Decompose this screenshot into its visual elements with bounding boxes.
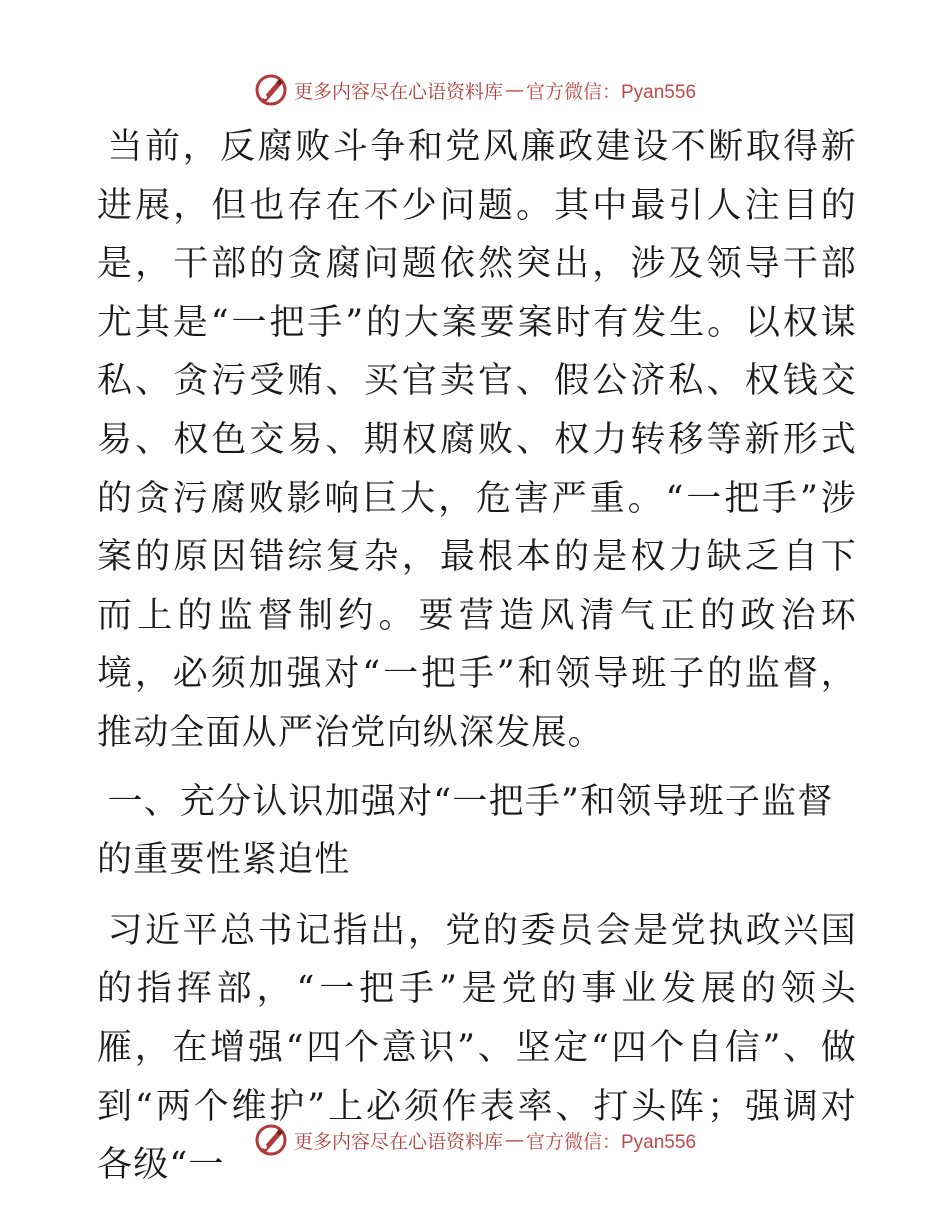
paragraph-intro: 当前，反腐败斗争和党风廉政建设不断取得新进展，但也存在不少问题。其中最引人注目的是，干部的贪腐问题依然突出，涉及领导干部尤其是“一把手”的大案要案时有发生。以权谋私、贪污受贿、买官卖官、假公济私、权钱交易、权色交易、期权腐败、权力转移等新形式的贪污腐败影响巨大，危害严重。“一把手”涉案的原因错综复杂，最根本的是权力缺乏自下而上的监督制约。要营造风清气正的政治环境，必须加强对“一把手”和领导班子的监督，推动全面从严治党向纵深发展。 bbox=[97, 127, 857, 753]
watermark-separator: — bbox=[505, 1129, 524, 1151]
header-watermark bbox=[0, 70, 950, 110]
paragraph-section-1: 习近平总书记指出，党的委员会是党执政兴国的指挥部，“一把手”是党的事业发展的领头雁，在增强“四个意识”、坚定“四个自信”、做到“两个维护”上必须作表率、打头阵；强调对各级“一 bbox=[97, 910, 857, 1186]
watermark-separator: — bbox=[505, 79, 524, 101]
watermark-text: 更多内容尽在心语资料库 bbox=[293, 1130, 503, 1153]
watermark-contact: 官方微信：Pyan556 bbox=[526, 81, 697, 103]
pen-logo-icon bbox=[254, 73, 288, 107]
pen-logo-icon bbox=[254, 1123, 288, 1157]
footer-watermark bbox=[0, 1120, 950, 1160]
watermark-text: 更多内容尽在心语资料库 bbox=[293, 80, 503, 103]
section-heading: 一、充分认识加强对“一把手”和领导班子监督的重要性紧迫性 bbox=[97, 781, 834, 881]
watermark-contact: 官方微信：Pyan556 bbox=[526, 1131, 697, 1153]
document-body bbox=[97, 118, 857, 1195]
